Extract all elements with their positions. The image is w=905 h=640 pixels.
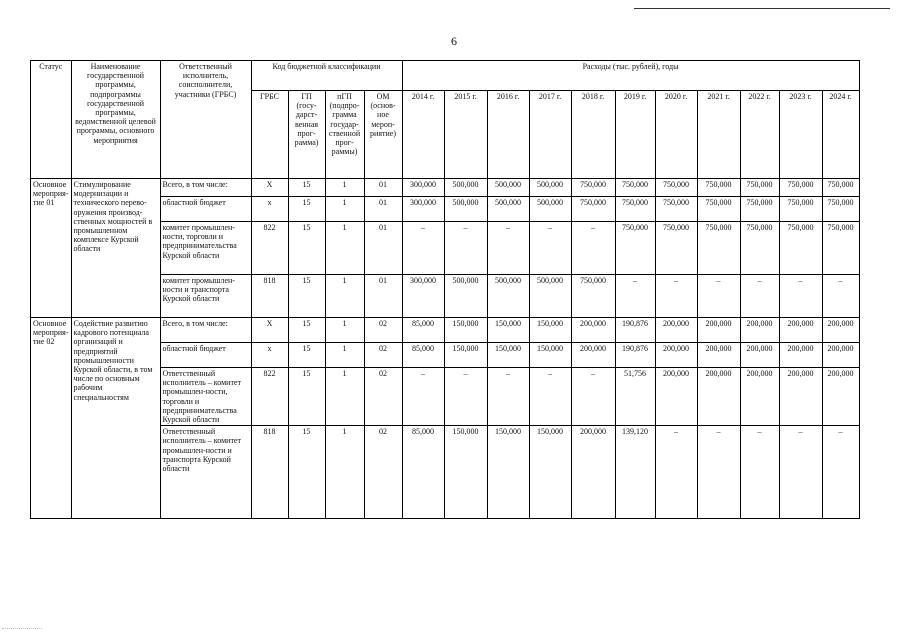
expense-value-cell: 750,000 bbox=[822, 179, 859, 197]
col-year-header: 2021 г. bbox=[697, 91, 740, 179]
expense-value-cell: 750,000 bbox=[615, 179, 655, 197]
expense-value-cell: – bbox=[655, 275, 697, 318]
expense-value-cell: 200,000 bbox=[697, 368, 740, 426]
expense-value-cell: 500,000 bbox=[444, 275, 487, 318]
expense-value-cell: – bbox=[487, 222, 529, 275]
grbs-cell: х bbox=[251, 197, 288, 222]
expense-value-cell: 750,000 bbox=[571, 179, 615, 197]
grbs-cell: Х bbox=[251, 179, 288, 197]
expense-value-cell: 500,000 bbox=[487, 275, 529, 318]
gp-cell: 15 bbox=[288, 426, 325, 519]
gp-cell: 15 bbox=[288, 275, 325, 318]
expense-value-cell: 200,000 bbox=[655, 318, 697, 343]
expense-value-cell: 300,000 bbox=[402, 275, 444, 318]
expense-value-cell: – bbox=[402, 222, 444, 275]
expense-value-cell: 150,000 bbox=[444, 318, 487, 343]
col-year-header: 2017 г. bbox=[529, 91, 571, 179]
responsible-cell: областной бюджет bbox=[160, 343, 251, 368]
expense-value-cell: 190,876 bbox=[615, 318, 655, 343]
col-year-header: 2020 г. bbox=[655, 91, 697, 179]
expense-value-cell: 750,000 bbox=[615, 222, 655, 275]
expense-value-cell: 150,000 bbox=[529, 343, 571, 368]
expense-value-cell: 150,000 bbox=[487, 343, 529, 368]
expense-value-cell: 750,000 bbox=[822, 197, 859, 222]
status-cell: Основное мероприя-тие 02 bbox=[31, 318, 72, 519]
expense-value-cell: – bbox=[444, 368, 487, 426]
expense-value-cell: 750,000 bbox=[697, 179, 740, 197]
expense-value-cell: 200,000 bbox=[779, 318, 822, 343]
status-cell: Основное мероприя-тие 01 bbox=[31, 179, 72, 318]
gp-cell: 15 bbox=[288, 368, 325, 426]
expense-value-cell: 750,000 bbox=[697, 197, 740, 222]
col-year-header: 2023 г. bbox=[779, 91, 822, 179]
expense-value-cell: – bbox=[655, 426, 697, 519]
col-responsible-header: Ответственный исполнитель, соисполнители, участники (ГРБС) bbox=[160, 61, 251, 179]
expense-value-cell: 200,000 bbox=[822, 343, 859, 368]
grbs-cell: Х bbox=[251, 318, 288, 343]
expense-value-cell: 85,000 bbox=[402, 426, 444, 519]
col-gp-header: ГП (госу-дарст-венная прог-рамма) bbox=[288, 91, 325, 179]
om-cell: 02 bbox=[364, 426, 402, 519]
expense-value-cell: 500,000 bbox=[444, 197, 487, 222]
expense-value-cell: 300,000 bbox=[402, 197, 444, 222]
expense-value-cell: – bbox=[697, 426, 740, 519]
expense-value-cell: 190,876 bbox=[615, 343, 655, 368]
expense-value-cell: – bbox=[529, 368, 571, 426]
col-pgp-header: пГП (подпро-грамма государ-ственной прог-раммы) bbox=[325, 91, 364, 179]
expense-value-cell: 500,000 bbox=[529, 179, 571, 197]
expense-value-cell: 750,000 bbox=[740, 222, 779, 275]
expense-value-cell: – bbox=[697, 275, 740, 318]
expense-value-cell: 500,000 bbox=[529, 275, 571, 318]
grbs-cell: 822 bbox=[251, 222, 288, 275]
om-cell: 01 bbox=[364, 197, 402, 222]
expense-value-cell: 85,000 bbox=[402, 343, 444, 368]
top-rule bbox=[634, 8, 890, 9]
expense-value-cell: – bbox=[779, 426, 822, 519]
grbs-cell: 822 bbox=[251, 368, 288, 426]
expense-value-cell: 500,000 bbox=[444, 179, 487, 197]
expense-value-cell: 200,000 bbox=[571, 318, 615, 343]
expense-value-cell: 150,000 bbox=[444, 426, 487, 519]
expense-value-cell: 51,756 bbox=[615, 368, 655, 426]
responsible-cell: Ответственный исполнитель – комитет промышлен-ности и транспорта Курской области bbox=[160, 426, 251, 519]
col-year-header: 2015 г. bbox=[444, 91, 487, 179]
expense-value-cell: 85,000 bbox=[402, 318, 444, 343]
header-row bbox=[31, 61, 860, 91]
expense-value-cell: 200,000 bbox=[655, 368, 697, 426]
expense-value-cell: – bbox=[615, 275, 655, 318]
grbs-cell: 818 bbox=[251, 275, 288, 318]
expenses-table bbox=[30, 60, 860, 519]
expense-value-cell: 150,000 bbox=[529, 426, 571, 519]
expense-value-cell: 750,000 bbox=[655, 222, 697, 275]
expense-value-cell: – bbox=[740, 275, 779, 318]
expense-value-cell: 200,000 bbox=[779, 368, 822, 426]
expense-value-cell: – bbox=[740, 426, 779, 519]
gp-cell: 15 bbox=[288, 222, 325, 275]
pgp-cell: 1 bbox=[325, 197, 364, 222]
responsible-cell: Ответственный исполнитель – комитет промышлен-ности, торговли и предпринимательства Курской области bbox=[160, 368, 251, 426]
expense-value-cell: 139,120 bbox=[615, 426, 655, 519]
expense-value-cell: 200,000 bbox=[571, 426, 615, 519]
responsible-cell: комитет промышлен-ности, торговли и предпринимательства Курской области bbox=[160, 222, 251, 275]
expense-value-cell: 200,000 bbox=[571, 343, 615, 368]
gp-cell: 15 bbox=[288, 197, 325, 222]
expense-value-cell: 200,000 bbox=[697, 318, 740, 343]
expense-value-cell: 750,000 bbox=[779, 179, 822, 197]
pgp-cell: 1 bbox=[325, 275, 364, 318]
col-year-header: 2018 г. bbox=[571, 91, 615, 179]
responsible-cell: комитет промышлен-ности и транспорта Курской области bbox=[160, 275, 251, 318]
col-expenses-header: Расходы (тыс. рублей), годы bbox=[402, 61, 859, 91]
table-row bbox=[31, 318, 860, 343]
gp-cell: 15 bbox=[288, 343, 325, 368]
expense-value-cell: 750,000 bbox=[740, 197, 779, 222]
om-cell: 02 bbox=[364, 343, 402, 368]
pgp-cell: 1 bbox=[325, 222, 364, 275]
expense-value-cell: 150,000 bbox=[529, 318, 571, 343]
gp-cell: 15 bbox=[288, 318, 325, 343]
scan-mark bbox=[2, 628, 42, 631]
om-cell: 02 bbox=[364, 368, 402, 426]
gp-cell: 15 bbox=[288, 179, 325, 197]
table-row bbox=[31, 179, 860, 197]
col-year-header: 2024 г. bbox=[822, 91, 859, 179]
pgp-cell: 1 bbox=[325, 343, 364, 368]
expense-value-cell: 750,000 bbox=[740, 179, 779, 197]
page-number: 6 bbox=[451, 34, 457, 48]
expense-value-cell: – bbox=[822, 275, 859, 318]
col-year-header: 2016 г. bbox=[487, 91, 529, 179]
om-cell: 01 bbox=[364, 275, 402, 318]
expense-value-cell: 750,000 bbox=[779, 197, 822, 222]
expense-value-cell: 750,000 bbox=[571, 197, 615, 222]
expense-value-cell: 150,000 bbox=[487, 318, 529, 343]
col-budget-code-header: Код бюджетной классификации bbox=[251, 61, 402, 91]
grbs-cell: х bbox=[251, 343, 288, 368]
grbs-cell: 818 bbox=[251, 426, 288, 519]
expense-value-cell: – bbox=[779, 275, 822, 318]
program-name-cell: Содействие развитию кадрового потенциала организаций и предприятий промышленности Курской области, в том числе по основным рабочим специальностям bbox=[71, 318, 160, 519]
expense-value-cell: 750,000 bbox=[655, 197, 697, 222]
expense-value-cell: – bbox=[529, 222, 571, 275]
responsible-cell: Всего, в том числе: bbox=[160, 318, 251, 343]
expense-value-cell: – bbox=[487, 368, 529, 426]
col-year-header: 2019 г. bbox=[615, 91, 655, 179]
om-cell: 02 bbox=[364, 318, 402, 343]
om-cell: 01 bbox=[364, 179, 402, 197]
expense-value-cell: 750,000 bbox=[571, 275, 615, 318]
expense-value-cell: – bbox=[822, 426, 859, 519]
expense-value-cell: 300,000 bbox=[402, 179, 444, 197]
col-status-header: Статус bbox=[31, 61, 72, 179]
expense-value-cell: 150,000 bbox=[487, 426, 529, 519]
col-grbs-header: ГРБС bbox=[251, 91, 288, 179]
expense-value-cell: 200,000 bbox=[822, 368, 859, 426]
expense-value-cell: 200,000 bbox=[697, 343, 740, 368]
expense-value-cell: 750,000 bbox=[822, 222, 859, 275]
pgp-cell: 1 bbox=[325, 318, 364, 343]
expense-value-cell: 750,000 bbox=[697, 222, 740, 275]
expense-value-cell: 200,000 bbox=[779, 343, 822, 368]
expense-value-cell: 200,000 bbox=[740, 368, 779, 426]
expense-value-cell: – bbox=[571, 368, 615, 426]
col-om-header: ОМ (основ-ное мероп-риятие) bbox=[364, 91, 402, 179]
responsible-cell: Всего, в том числе: bbox=[160, 179, 251, 197]
pgp-cell: 1 bbox=[325, 179, 364, 197]
expense-value-cell: 750,000 bbox=[655, 179, 697, 197]
expense-value-cell: 500,000 bbox=[487, 197, 529, 222]
expense-value-cell: 200,000 bbox=[655, 343, 697, 368]
col-year-header: 2014 г. bbox=[402, 91, 444, 179]
expense-value-cell: 200,000 bbox=[740, 318, 779, 343]
responsible-cell: областной бюджет bbox=[160, 197, 251, 222]
pgp-cell: 1 bbox=[325, 426, 364, 519]
expense-value-cell: – bbox=[444, 222, 487, 275]
expense-value-cell: 750,000 bbox=[779, 222, 822, 275]
expense-value-cell: 200,000 bbox=[822, 318, 859, 343]
expense-value-cell: 150,000 bbox=[444, 343, 487, 368]
expense-value-cell: – bbox=[402, 368, 444, 426]
pgp-cell: 1 bbox=[325, 368, 364, 426]
col-name-header: Наименование государственной программы, подпрограммы государственной программы, ведомственной целевой программы, основного мероприятия bbox=[71, 61, 160, 179]
expense-value-cell: – bbox=[571, 222, 615, 275]
expense-value-cell: 750,000 bbox=[615, 197, 655, 222]
program-name-cell: Стимулирование модернизации и технического перево-оружения производ-ственных мощностей в промышленном комплексе Курской области bbox=[71, 179, 160, 318]
expense-value-cell: 200,000 bbox=[740, 343, 779, 368]
expense-value-cell: 500,000 bbox=[487, 179, 529, 197]
expense-value-cell: 500,000 bbox=[529, 197, 571, 222]
col-year-header: 2022 г. bbox=[740, 91, 779, 179]
om-cell: 01 bbox=[364, 222, 402, 275]
